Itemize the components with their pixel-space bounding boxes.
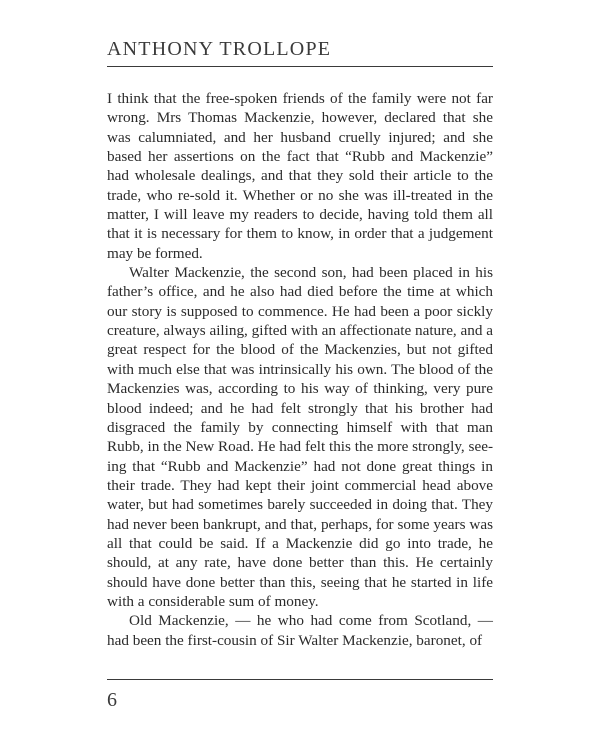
body-text [107,89,493,650]
footer-rule [107,679,493,680]
paragraph: Walter Mackenzie, the second son, had been placed in his father’s office, and he also had died before the time at which our story is supposed to commence. He had been a poor sickly creature, always ailing, gifted with an affectionate nature, and a great respect for the blood of the Mackenzies, but not gifted with much else that was intrinsically his own. The blood of the Mackenzies was, according to his way of thinking, very pure blood indeed; and he had felt strongly that his brother had disgraced the family by connecting himself with that man Rubb, in the New Road. He had felt this the more strongly, seeing that “Rubb and Mackenzie” had not done great things in their trade. They had kept their joint commercial head above water, but had sometimes barely succeeded in doing that. They had never been bankrupt, and that, perhaps, for some years was all that could be said. If a Mackenzie did go into trade, he should, at any rate, have done better than this. He certainly should have done better than this, seeing that he started in life with a considerable sum of money. [107,264,493,610]
book-page [107,38,493,728]
running-head: ANTHONY TROLLOPE [107,38,332,60]
page-number: 6 [107,689,117,711]
page-footer [107,679,493,711]
paragraph: Old Mackenzie, — he who had come from Scotland, — had been the first-cousin of Sir Walter Mackenzie, baronet, of [107,612,493,649]
paragraph: I think that the free-spoken friends of the family were not far wrong. Mrs Thomas Mackenzie, however, declared that she was calumniated, and her husband cruelly injured; and she based her assertions on the fact that “Rubb and Mackenzie” had wholesale dealings, and that they sold their article to the trade, who re-sold it. Whether or no she was ill-treated in the matter, I will leave my readers to decide, having told them all that it is necessary for them to know, in order that a judgement may be formed. [107,90,493,262]
header-rule [107,66,493,67]
